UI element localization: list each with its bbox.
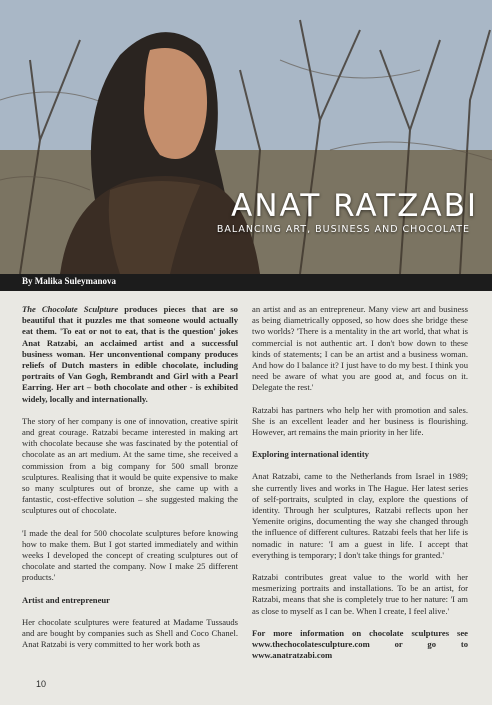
byline: By Malika Suleymanova [22,276,117,286]
article-subtitle: BALANCING ART, BUSINESS AND CHOCOLATE [216,224,470,235]
paragraph: 'I made the deal for 500 chocolate sculptures before knowing how to make them. But I got started immediately and within weeks I developed the concept of creating sculptures out of chocolate and started the company. Now I make 25 different products.' [22,527,238,583]
byline-bar [0,274,492,291]
paragraph: Her chocolate sculptures were featured at Madame Tussauds and are bought by companies such as Shell and Coco Chanel. Anat Ratzabi is very committed to her work both as [22,616,238,650]
paragraph: Ratzabi contributes great value to the world with her mesmerizing portraits and installations. To be an artist, for Ratzabi, means that she is completely true to her nature: 'I am as close to myself as I can be. When I create, I feel alive.' [252,572,468,616]
paragraph: an artist and as an entrepreneur. Many view art and business as being diametrically opposed, so how does she bridge these two worlds? 'There is a mentality in the art world, that what is commercial is not authentic art. I don't bow down to these kinds of statements; I can be an artist and a business woman. And how do I balance it? I just have to do my best. I think you need be aware of what you are good at, and focus on it. Delegate the rest.' [252,304,468,393]
right-column [252,304,468,672]
paragraph: Ratzabi has partners who help her with promotion and sales. She is an excellent leader and her business is flourishing. However, art remains the main priority in her life. [252,404,468,438]
lead-title: The Chocolate Sculpture [22,304,119,314]
paragraph: The story of her company is one of innovation, creative spirit and great courage. Ratzabi became interested in making art with chocolate because she was fascinated by the potential of chocolate as an art medium. At the same time, she received a commission from a big company for 500 small bronze sculptures. Realising that it would be quite expensive to make so many sculptures out of bronze, she came up with a fantastic, cost-effective solution – she suggested making the sculptures out of chocolate. [22,415,238,516]
section-heading: Exploring international identity [252,449,369,460]
section-heading: Artist and entrepreneur [22,594,110,605]
lead-paragraph [22,304,238,405]
paragraph: Anat Ratzabi, came to the Netherlands from Israel in 1989; she currently lives and works in The Hague. Her latest series of self-portraits, sculpted in clay, explore the questions of identity. Through her sculptures, Ratzabi reflects upon her Yemenite origins, documenting the way she changed through the influence of different cultures. Ratzabi feels that her life is nomadic in nature: 'I am a guest in life. I accept that everything is temporary; I don't take things for granted.' [252,471,468,560]
left-column [22,304,238,661]
hero-photo [0,0,492,274]
more-info-note: For more information on chocolate sculptures see www.thechocolatesculpture.com or go to www.anatratzabi.com [252,627,468,661]
lead-text: produces pieces that are so beautiful that it puzzles me that someone would actually eat them. 'To eat or not to eat, that is the question' jokes Anat Ratzabi, an acclaimed artist and a successful business woman. Her unconventional company produces reliefs of Dutch masters in edible chocolate, including portraits of Van Gogh, Rembrandt and Girl with a Pearl Earring. Her art – both chocolate and other - is exhibited widely, locally and internationally. [22,304,238,404]
article-title: ANAT RATZABI [231,188,478,224]
page-number: 10 [36,679,47,689]
